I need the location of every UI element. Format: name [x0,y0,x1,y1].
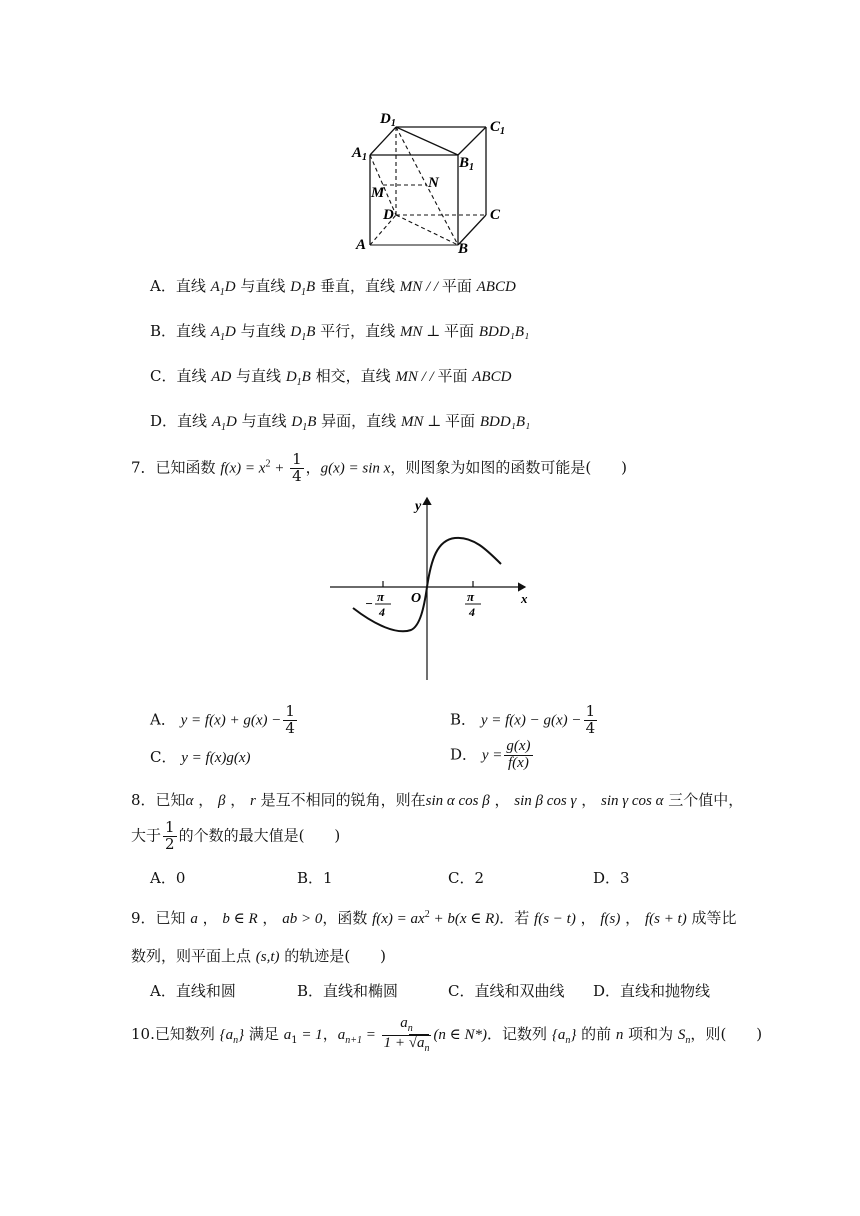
q8-sep: ， [576,791,601,809]
label-N: N [428,175,439,191]
x-label: x [521,591,528,606]
option-letter: A． [150,982,176,1000]
q7-stem [131,452,627,485]
option-expr: y = f(x)g(x) [181,750,251,766]
option-text: 与直线 [231,367,286,385]
q10-sub: 1 [291,1035,298,1046]
q8-stem-line1 [131,789,743,810]
option-fraction: $\frac{1}{4}$ [285,702,295,737]
q10-stem [131,1016,762,1054]
label-B1: $B_1$ [459,155,475,173]
q10-sub: n+1 [345,1035,362,1046]
option-letter: C． [150,367,177,385]
q8-answer-paren: ( ) [298,826,341,845]
q10-text: 项和为 [623,1025,678,1043]
q10-condition: (n ∈ N*) [433,1027,488,1043]
q9-ab: ab > 0 [282,911,323,927]
q8-expr3: sin γ cos α [600,793,664,809]
label-C: C [490,207,501,223]
option-expr: y = f(x) − g(x) − [480,712,582,729]
q9-sep: ， [257,909,283,927]
label-A1: $A_1$ [352,145,368,163]
plane-name: ABCD [476,279,516,295]
q9-a: a [190,911,198,927]
q10-number: 10. [131,1025,155,1043]
q8-sep: ， [225,791,251,809]
neg-tick-num: π [377,589,385,604]
option-text: 直线 [176,322,211,340]
q9-expr3: f(s + t) [644,911,687,927]
q9-sep: ， [620,909,645,927]
option-letter: C． [448,982,475,1000]
function-graph [325,490,535,685]
plane-name: BDD₁B₁ [479,414,531,430]
q8-text: 三个值中， [663,791,744,809]
label-D1: $D_1$ [380,111,396,129]
plane-name: BDD₁B₁ [478,324,530,340]
line-2: $D_1B$ [285,369,311,388]
relation: / / [422,279,442,295]
line-mn: MN [399,324,423,340]
option-letter: C． [150,748,177,766]
q9-fx: f(x) = ax [372,911,425,927]
neg-tick-sign: − [365,596,373,611]
option-letter: D． [593,869,621,887]
q7-option-a[interactable] [150,704,299,737]
q9-text: 的轨迹是 [279,947,345,965]
q10-answer-paren: ( ) [720,1025,763,1043]
q6-option-c[interactable] [150,365,511,388]
option-text: 与直线 [236,412,292,430]
option-letter: C． [448,869,475,887]
option-text: 2 [474,869,485,887]
q6-option-b[interactable] [150,320,529,343]
q8-alpha: α [185,793,194,809]
q9-square: 2 [424,909,430,920]
option-text: 0 [175,869,186,887]
origin-label: O [411,591,422,606]
option-text: 1 [323,869,333,887]
q10-text: 的前 [576,1025,616,1043]
q7-number: 7． [131,458,156,477]
option-fraction: $\frac{g(x)}{f(x)}$ [506,738,531,771]
option-text: 垂直，直线 [315,277,400,295]
option-text: 平面 [441,277,477,295]
q7-option-b[interactable] [450,704,599,737]
q10-n: n [615,1027,624,1043]
q9-option-a[interactable] [150,980,236,1001]
line-2: $D_1B$ [290,279,316,298]
option-letter: D． [150,412,178,430]
relation: ⊥ [422,324,445,340]
q9-sep: ， [575,909,601,927]
q10-S: S [677,1027,686,1043]
option-text: 直线 [177,412,212,430]
q9-fx-tail: + b(x ∈ R) [429,911,500,927]
option-letter: A． [150,869,176,887]
option-text: 平面 [444,322,479,340]
q9-text: 数列，则平面上点 [131,947,256,965]
q9-point: (s,t) [255,949,280,965]
line-2: $D_1B$ [290,324,316,343]
option-text: 平面 [445,412,480,430]
q7-comma: ， [305,458,321,477]
option-text: 相交，直线 [310,367,396,385]
option-text: 直线 [176,367,212,385]
q10-sep: ， [322,1025,338,1043]
q10-text: ，则 [690,1025,721,1043]
option-expr: y = f(x) + g(x) − [180,712,282,729]
q8-option-b[interactable] [297,867,333,888]
option-letter: B． [297,982,324,1000]
label-B: B [458,241,469,257]
q7-fraction: $\frac{1}{4}$ [292,450,302,485]
q8-text: 是互不相同的锐角，则在 [255,791,426,809]
q7-option-d[interactable] [450,739,535,772]
q9-text: ．若 [499,909,535,927]
q8-option-d[interactable] [593,867,630,888]
q8-text: 的个数的最大值是 [178,826,299,845]
q9-stem-line2 [131,945,386,966]
label-C1: $C_1$ [490,119,506,137]
q10-a1: a [283,1027,292,1043]
option-letter: B． [450,710,477,729]
q9-text: 成等比 [686,909,737,927]
q10-seq: {a [219,1027,234,1043]
q8-text: 大于 [131,826,162,845]
q9-b-in-r: b ∈ R [222,911,258,927]
q7-gx: g(x) = sin x [320,460,391,477]
relation: / / [417,369,438,385]
q8-number: 8． [131,791,156,809]
line-mn: MN [399,279,423,295]
line-1: $A_1D$ [211,414,237,433]
q10-text: 满足 [244,1025,284,1043]
q9-number: 9． [131,909,156,927]
q9-stem-line1 [131,907,737,928]
line-mn: MN [400,414,424,430]
option-fraction: $\frac{1}{4}$ [585,702,596,737]
line-2: $D_1B$ [291,414,317,433]
option-text: 与直线 [235,322,291,340]
q8-sep: ， [489,791,515,809]
q10-sub: n [565,1035,571,1046]
q8-option-c[interactable] [448,867,484,888]
q7-answer-paren: ( ) [585,458,628,477]
y-label: y [415,499,422,514]
option-letter: D． [450,745,478,764]
q6-option-a[interactable] [150,275,516,298]
option-expr: y = [481,747,503,764]
option-text: 平行，直线 [315,322,400,340]
line-mn: MN [395,369,418,385]
q9-expr1: f(s − t) [534,911,576,927]
option-letter: A． [150,277,176,295]
q10-seq2: {a [551,1027,566,1043]
q6-option-d[interactable] [150,410,530,433]
option-letter: B． [297,869,324,887]
q8-beta: β [217,793,226,809]
line-1: $A_1D$ [210,279,236,298]
q10-seq2-end: } [570,1027,577,1043]
line-1: AD [211,369,232,385]
option-text: 异面，直线 [316,412,401,430]
q9-text: 已知 [155,909,191,927]
option-text: 直线和圆 [175,982,236,1000]
q8-r: r [250,793,256,809]
q9-text: ，函数 [322,909,373,927]
q10-sub: n [685,1035,691,1046]
option-text: 直线和抛物线 [620,982,711,1000]
q9-option-c[interactable] [448,980,565,1001]
line-1: $A_1D$ [210,324,236,343]
q10-an1: a [337,1027,346,1043]
q8-half: $\frac{1}{2}$ [165,818,175,853]
q10-text: 已知数列 [154,1025,220,1043]
q10-sub: n [233,1035,239,1046]
option-letter: A． [150,710,176,729]
q8-text: 已知 [155,791,186,809]
q8-sep: ， [193,791,218,809]
q7-plus: + [270,460,289,477]
pos-tick-den: 4 [469,605,475,619]
neg-tick-den: 4 [379,605,385,619]
option-letter: D． [593,982,621,1000]
q9-answer-paren: ( ) [344,947,387,965]
q10-fraction: $\frac{a_n}{1 + √a_n}$ [383,1015,430,1054]
option-text: 直线和椭圆 [323,982,399,1000]
pos-tick-num: π [467,589,475,604]
q7-text: 已知函数 [155,458,221,477]
q8-option-a[interactable] [150,867,185,888]
option-text: 直线 [175,277,211,295]
label-D: D [383,207,394,223]
q7-square: 2 [265,458,271,470]
q7-option-c[interactable] [150,746,251,767]
q10-a1-value: = 1 [297,1027,323,1043]
plane-name: ABCD [472,369,512,385]
q8-stem-line2 [131,820,340,853]
q9-option-b[interactable] [297,980,398,1001]
q9-option-d[interactable] [593,980,710,1001]
cube-figure [340,105,530,265]
q10-text: ．记数列 [487,1025,552,1043]
option-text: 直线和双曲线 [474,982,565,1000]
q10-seq-end: } [238,1027,245,1043]
q7-fx: f(x) = x [220,460,266,477]
q8-expr2: sin β cos γ [514,793,577,809]
label-M: M [371,185,385,201]
q9-expr2: f(s) [600,911,621,927]
option-text: 与直线 [235,277,291,295]
q9-sep: ， [197,909,223,927]
relation: ⊥ [423,414,446,430]
option-text: 平面 [437,367,473,385]
q8-expr1: sin α cos β [425,793,490,809]
option-text: 3 [620,869,630,887]
option-letter: B． [150,322,177,340]
q7-text2: ，则图象为如图的函数可能是 [390,458,586,477]
q10-eq: = [361,1027,380,1043]
label-A: A [356,237,367,253]
